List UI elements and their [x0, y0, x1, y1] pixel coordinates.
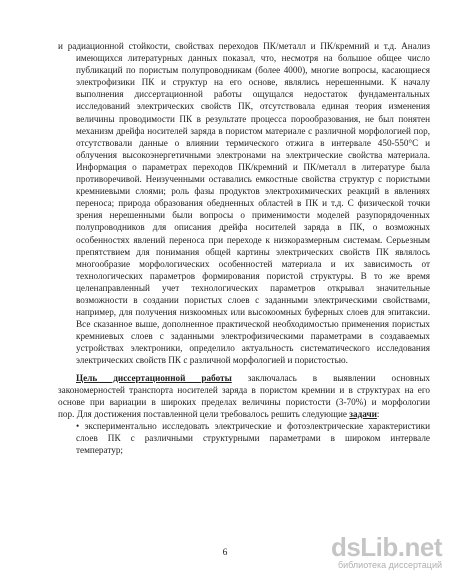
text-line: препятствием для понимания общей картины электрических свойств ПК являлось [76, 246, 430, 257]
text-line: выполнения диссертационной работы ощущался недостаток фундаментальных [76, 89, 430, 100]
text-line: температур; [76, 445, 123, 456]
text-line: механизм дрейфа носителей заряда в пористом материале с различной морфологией пор, [76, 125, 430, 136]
tasks-label: задачи [349, 408, 377, 419]
text-line: целенаправленный учет технологических параметров открывал значительные [76, 282, 430, 293]
text-line: исследований электрических свойств ПК, отсутствовала единая теория изменения [76, 101, 430, 112]
text-line: полупроводников для описания дрейфа носителей заряда в ПК, о возможных [76, 222, 430, 233]
text-line: Все сказанное выше, дополненное практической необходимостью применения пористых [76, 319, 430, 330]
text-line: противоречивой. Неизученными оставались емкостные свойства структур с пористыми [76, 174, 430, 185]
text-line: устройствах электроники, определило актуальность систематического исследования [76, 343, 430, 354]
text-line: возможности в создании пористых слоев с заданными электрическими свойствами, [76, 294, 430, 305]
text-line: особенностях явлений переноса при переходе к низкоразмерным системам. Серьезным [76, 234, 430, 245]
goal-line [58, 372, 430, 384]
text-line: Информация о параметрах переходов ПК/кремний и ПК/металл в литературе была [76, 161, 430, 172]
goal-label: Цель диссертационной работы [76, 372, 232, 383]
text-line: например, для получения низкоомных или высокоомных буферных слоев для эпитаксии. [76, 307, 430, 318]
tasks-line [58, 408, 430, 420]
watermark [330, 533, 442, 573]
text-line: имеющихся литературных данных показал, что, несмотря на большое общее число [76, 53, 430, 64]
goal-text: пор. Для достижения поставленной цели требовалось решить следующие [58, 408, 350, 419]
watermark-logo: dsLib.net [330, 532, 442, 562]
text-line: облучения высокоэнергетичными электронами на электрические свойства материала. [76, 149, 430, 160]
text-line: кремниевых слоев с заданными электрофизическими параметрами в создаваемых [76, 331, 430, 342]
watermark-caption: библиотека диссертаций [337, 560, 442, 570]
page-number: 6 [222, 548, 228, 558]
text-line: кремниевыми слоями; роль фазы продуктов электрохимических реакций в явлениях [76, 186, 430, 197]
text-line: слоев ПК с различными структурными параметрами в широком интервале [76, 433, 430, 443]
text-line: многообразие морфологических особенностей материала и их зависимость от [76, 258, 430, 269]
tasks-colon: : [376, 408, 380, 419]
text-line: отсутствовали данные о влиянии термического отжига в интервале 450-550°С и [76, 137, 430, 148]
text-line: электрофизики ПК и структур на его основе, являлись нерешенными. К началу [76, 77, 430, 88]
text-line: технологических параметров формирования пористой структуры. В то же время [76, 270, 430, 281]
bullet-line: • экспериментально исследовать электрические и фотоэлектрические характеристики [76, 420, 430, 431]
text-line: публикаций по пористым полупроводникам (более 4000), многие вопросы, касающиеся [76, 65, 430, 76]
text-line: электрических свойств ПК с различной морфологией и пористостью. [76, 355, 348, 366]
text-line: закономерностей транспорта носителей заряда в пористом кремнии и в структурах на его [58, 384, 430, 395]
text-line: зрения нерешенными были вопросы о применимости моделей разупорядоченных [76, 210, 430, 221]
text-line: и радиационной стойкости, свойствах переходов ПК/металл и ПК/кремний и т.д. Анализ [58, 41, 430, 51]
text-line: величины проводимости ПК в результате процесса порообразования, не был понятен [76, 113, 430, 124]
text-line: основе при вариации в широких пределах величины пористости (3-70%) и морфологии [58, 396, 430, 407]
goal-text: заключалась в выявлении основных [231, 372, 430, 383]
text-line: переноса; природа образования обедненных областей в ПК и т.д. С физической точки [76, 198, 430, 209]
body-text [58, 40, 430, 456]
